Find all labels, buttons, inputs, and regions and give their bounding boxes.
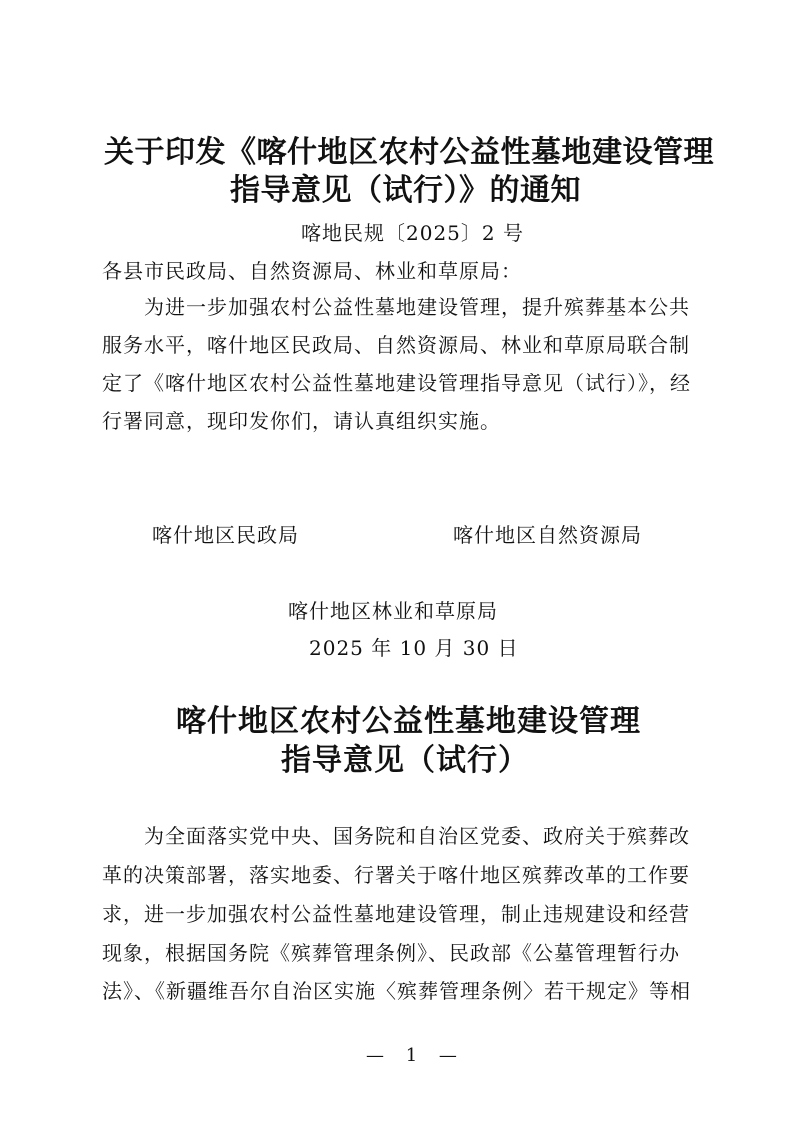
guideline-body-line-2: 革的决策部署，落实地委、行署关于喀什地区殡葬改革的工作要 bbox=[102, 863, 690, 887]
guideline-body-line-5: 法》、《新疆维吾尔自治区实施〈殡葬管理条例〉若干规定》等相 bbox=[102, 979, 691, 1003]
issue-date: 2025 年 10 月 30 日 bbox=[309, 636, 519, 660]
notice-title-line-1: 关于印发《喀什地区农村公益性墓地建设管理 bbox=[104, 135, 714, 170]
page-number: — 1 — bbox=[366, 1045, 465, 1066]
guideline-title-line-2: 指导意见（试行） bbox=[281, 743, 529, 778]
addressee: 各县市民政局、自然资源局、林业和草原局： bbox=[102, 259, 522, 283]
notice-body-line-1: 为进一步加强农村公益性墓地建设管理，提升殡葬基本公共 bbox=[144, 295, 690, 319]
guideline-body-line-4: 现象，根据国务院《殡葬管理条例》、民政部《公墓管理暂行办 bbox=[102, 941, 680, 965]
document-number: 喀地民规〔2025〕2 号 bbox=[301, 221, 524, 245]
signature-civil-affairs: 喀什地区民政局 bbox=[152, 523, 299, 547]
notice-body-line-3: 定了《喀什地区农村公益性墓地建设管理指导意见（试行）》，经 bbox=[102, 371, 691, 395]
signature-forestry-grassland: 喀什地区林业和草原局 bbox=[288, 599, 498, 623]
notice-body-line-4: 行署同意，现印发你们，请认真组织实施。 bbox=[102, 409, 501, 433]
guideline-title-line-1: 喀什地区农村公益性墓地建设管理 bbox=[176, 704, 641, 739]
notice-body-line-2: 服务水平，喀什地区民政局、自然资源局、林业和草原局联合制 bbox=[102, 333, 690, 357]
guideline-body-line-1: 为全面落实党中央、国务院和自治区党委、政府关于殡葬改 bbox=[144, 824, 690, 848]
guideline-body-line-3: 求，进一步加强农村公益性墓地建设管理，制止违规建设和经营 bbox=[102, 902, 690, 926]
signature-natural-resources: 喀什地区自然资源局 bbox=[453, 523, 642, 547]
notice-title-line-2: 指导意见（试行）》的通知 bbox=[230, 173, 581, 208]
